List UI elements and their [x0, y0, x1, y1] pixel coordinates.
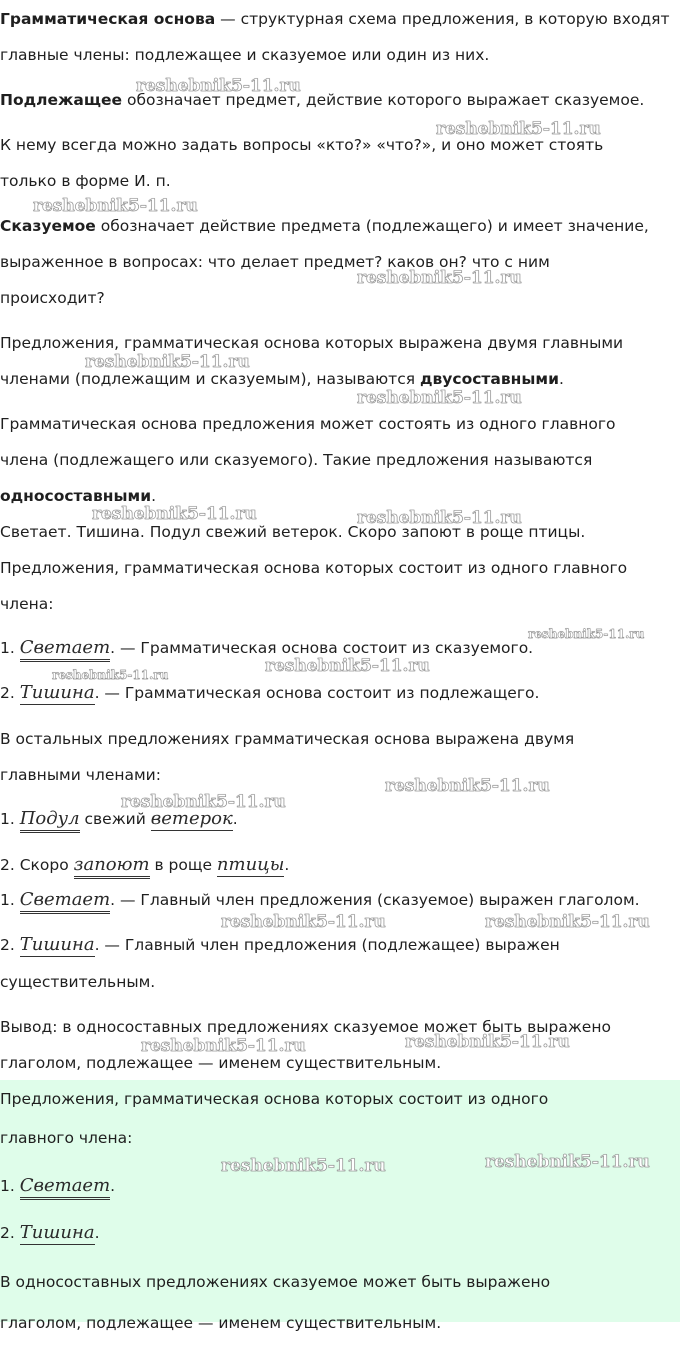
def1-line2: главные члены: подлежащее и сказуемое или один из них.: [0, 46, 490, 64]
watermark: reshebnik5-11.ru: [265, 656, 430, 676]
def5-line2: члена (подлежащего или сказуемого). Такие предложения называются: [0, 451, 593, 469]
def2-text: обозначает предмет, действие которого выражает сказуемое.: [122, 91, 645, 109]
term-grammar-basis: Грамматическая основа: [0, 10, 216, 28]
subject-word: Тишина: [19, 1222, 95, 1243]
def2-line2: К нему всегда можно задать вопросы «кто?» «что?», и оно может стоять: [0, 136, 604, 154]
def1-line1: [0, 9, 670, 29]
summary-item-2: [0, 1223, 100, 1243]
period: .: [558, 370, 564, 388]
def4-line1: Предложения, грамматическая основа которых выражена двумя главными: [0, 334, 624, 352]
two-member-line2: главными членами:: [0, 766, 161, 784]
morph-item-1: [0, 890, 640, 910]
summary-line1: Предложения, грамматическая основа которых состоит из одного: [0, 1090, 549, 1108]
item-number: 1.: [0, 1177, 15, 1195]
def5-line3: [0, 486, 156, 506]
def3-line2: выраженное в вопросах: что делает предмет? каков он? что с ним: [0, 253, 550, 271]
one-member-line1: Предложения, грамматическая основа которых состоит из одного главного: [0, 559, 628, 577]
one-member-item-2: [0, 683, 539, 703]
watermark: reshebnik5-11.ru: [405, 1032, 570, 1052]
item-text: свежий: [79, 810, 151, 828]
morph-item-2: [0, 935, 560, 955]
watermark: reshebnik5-11.ru: [85, 352, 250, 372]
period: .: [151, 487, 156, 505]
summary-line2: главного члена:: [0, 1129, 133, 1147]
predicate-word: запоют: [74, 854, 150, 879]
two-member-sentence-2: [0, 855, 289, 875]
item-number: 1.: [0, 639, 15, 657]
watermark: reshebnik5-11.ru: [357, 508, 522, 528]
answer-summary-box: [0, 1080, 680, 1332]
period: .: [284, 856, 290, 874]
item-text: . — Главный член предложения (сказуемое) выражен глаголом.: [110, 891, 640, 909]
predicate-word: Подул: [20, 808, 80, 833]
morph-item-2-line2: существительным.: [0, 973, 156, 991]
watermark: reshebnik5-11.ru: [121, 792, 286, 812]
summary-line3: В односоставных предложениях сказуемое может быть выражено: [0, 1273, 551, 1291]
def4-line2: [0, 369, 564, 389]
watermark: reshebnik5-11.ru: [357, 268, 522, 288]
watermark: reshebnik5-11.ru: [436, 119, 601, 139]
subject-word: птицы: [216, 854, 285, 875]
def3-text: обозначает действие предмета (подлежащего) и имеет значение,: [95, 217, 649, 235]
watermark: reshebnik5-11.ru: [528, 627, 645, 641]
summary-line4: глаголом, подлежащее — именем существительным.: [0, 1314, 442, 1332]
def3-line1: [0, 216, 649, 236]
def1-text: — структурная схема предложения, в которую входят: [215, 10, 670, 28]
two-member-sentence-1: [0, 809, 238, 829]
period: .: [110, 1177, 116, 1195]
watermark: reshebnik5-11.ru: [385, 776, 550, 796]
conclusion-line2: глаголом, подлежащее — именем существительным.: [0, 1054, 442, 1072]
summary-item-1: [0, 1176, 115, 1196]
watermark: reshebnik5-11.ru: [52, 668, 169, 682]
predicate-word: Светает: [20, 1175, 110, 1200]
watermark: reshebnik5-11.ru: [357, 388, 522, 408]
item-text: в роще: [149, 856, 217, 874]
subject-word: Тишина: [19, 934, 95, 955]
def2-line1: [0, 90, 644, 110]
item-text: . — Грамматическая основа состоит из сказуемого.: [110, 639, 534, 657]
term-subject: Подлежащее: [0, 91, 123, 109]
term-predicate: Сказуемое: [0, 217, 96, 235]
task-text: Светает. Тишина. Подул свежий ветерок. Скоро запоют в роще птицы.: [0, 523, 586, 541]
watermark: reshebnik5-11.ru: [33, 196, 198, 216]
watermark: reshebnik5-11.ru: [141, 1036, 306, 1056]
predicate-word: Светает: [20, 637, 110, 662]
watermark: reshebnik5-11.ru: [485, 1152, 650, 1172]
one-member-item-1: [0, 638, 533, 658]
item-number: 2.: [0, 684, 15, 702]
def2-line3: только в форме И. п.: [0, 172, 171, 190]
period: .: [94, 1224, 100, 1242]
def5-line1: Грамматическая основа предложения может состоять из одного главного: [0, 415, 616, 433]
item-number: 2. Скоро: [0, 856, 74, 874]
conclusion-line1: Вывод: в односоставных предложениях сказуемое может быть выражено: [0, 1018, 611, 1036]
def3-line3: происходит?: [0, 289, 105, 307]
watermark: reshebnik5-11.ru: [221, 1156, 386, 1176]
item-number: 2.: [0, 936, 15, 954]
one-member-line2: члена:: [0, 595, 54, 613]
def4-text: членами (подлежащим и сказуемым), называются: [0, 370, 420, 388]
item-text: . — Главный член предложения (подлежащее) выражен: [94, 936, 560, 954]
term-one-member: односоставными: [0, 487, 152, 505]
watermark: reshebnik5-11.ru: [485, 912, 650, 932]
item-number: 1.: [0, 891, 15, 909]
item-number: 1.: [0, 810, 15, 828]
subject-word: ветерок: [150, 808, 233, 829]
two-member-line1: В остальных предложениях грамматическая основа выражена двумя: [0, 730, 575, 748]
subject-word: Тишина: [19, 682, 95, 703]
term-two-member: двусоставными: [419, 370, 559, 388]
watermark: reshebnik5-11.ru: [92, 504, 257, 524]
predicate-word: Светает: [20, 889, 110, 914]
item-number: 2.: [0, 1224, 15, 1242]
watermark: reshebnik5-11.ru: [136, 76, 301, 96]
watermark: reshebnik5-11.ru: [221, 912, 386, 932]
period: .: [232, 810, 238, 828]
item-text: . — Грамматическая основа состоит из подлежащего.: [94, 684, 540, 702]
